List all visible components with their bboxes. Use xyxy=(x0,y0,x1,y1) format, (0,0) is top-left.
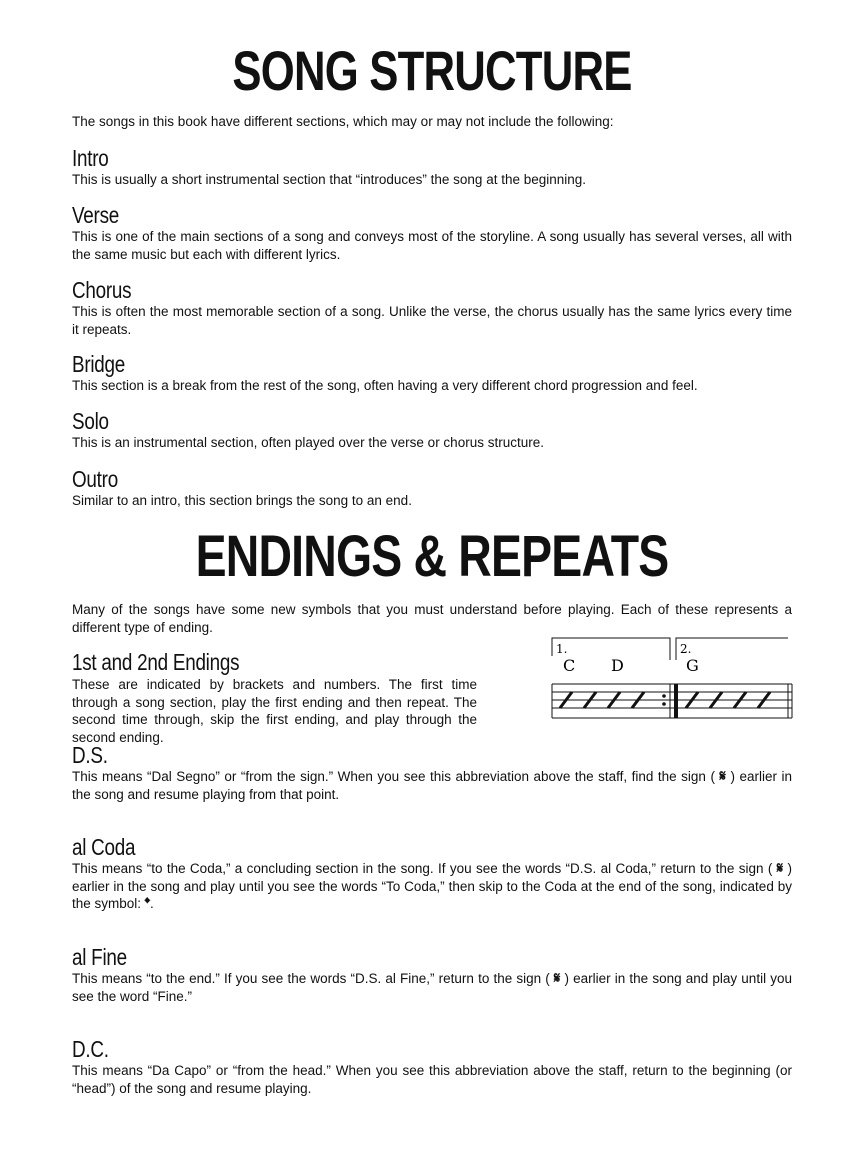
dc-text: This means “Da Capo” or “from the head.” When you see this abbreviation above the staff, return to the beginning (or “head”) of the song and resume playing. xyxy=(72,1063,792,1096)
endings-repeats-title: ENDINGS & REPEATS xyxy=(195,524,669,589)
chord-d: D xyxy=(611,656,624,675)
al-coda-heading: al Coda xyxy=(72,834,136,860)
second-ending-number: 2. xyxy=(680,642,692,656)
first-second-endings-heading: 1st and 2nd Endings xyxy=(72,649,240,675)
segno-icon: 𝄋 xyxy=(553,969,561,987)
chord-c: C xyxy=(563,656,576,675)
bridge-heading: Bridge xyxy=(72,351,126,377)
ds-text-b: ) earlier in the song and resume playing from that point. xyxy=(72,769,792,802)
intro-text: This is usually a short instrumental section that “introduces” the song at the beginning. xyxy=(72,172,587,187)
chorus-text: This is often the most memorable section of a song. Unlike the verse, the chorus usually has the same lyrics every time it repeats. xyxy=(72,304,792,337)
al-fine-text xyxy=(72,970,792,1005)
first-second-endings-text: These are indicated by brackets and numbers. The first time through a song section, play the first ending and then repeat. The second time through, skip the first ending, and play through the second ending. xyxy=(72,677,477,745)
verse-heading: Verse xyxy=(72,202,120,228)
al-coda-text-c: . xyxy=(149,896,154,911)
al-coda-text-b: ) earlier in the song and play until you see the words “To Coda,” then skip to the Coda at the end of the song, indicated by the symbol: xyxy=(72,861,792,911)
repeat-dot-lower xyxy=(662,702,666,706)
endings-staff-notation xyxy=(548,632,798,724)
al-fine-text-a: This means “to the end.” If you see the words “D.S. al Fine,” return to the sign ( xyxy=(72,971,550,986)
song-structure-title: SONG STRUCTURE xyxy=(232,39,632,102)
segno-icon: 𝄋 xyxy=(719,767,726,785)
al-coda-text-a: This means “to the Coda,” a concluding section in the song. If you see the words “D.S. al Coda,” return to the sign ( xyxy=(72,861,773,876)
coda-icon: 𝄌 xyxy=(144,894,150,912)
verse-text: This is one of the main sections of a song and conveys most of the storyline. A song usually has several verses, all with the same music but each with different lyrics. xyxy=(72,229,792,262)
first-ending-number: 1. xyxy=(556,642,568,656)
al-fine-text-b: ) earlier in the song and play until you see the word “Fine.” xyxy=(72,971,792,1004)
intro-heading: Intro xyxy=(72,145,109,171)
ds-text xyxy=(72,768,792,803)
bridge-text: This section is a break from the rest of the song, often having a very different chord progression and feel. xyxy=(72,378,698,393)
chorus-heading: Chorus xyxy=(72,277,132,303)
repeat-dot-upper xyxy=(662,694,666,698)
endings-intro: Many of the songs have some new symbols that you must understand before playing. Each of these represents a different type of ending. xyxy=(72,602,792,635)
al-coda-text xyxy=(72,860,792,913)
segno-icon: 𝄋 xyxy=(776,859,784,877)
outro-text: Similar to an intro, this section brings the song to an end. xyxy=(72,493,412,508)
solo-text: This is an instrumental section, often played over the verse or chorus structure. xyxy=(72,435,544,450)
outro-heading: Outro xyxy=(72,466,118,492)
song-structure-intro: The songs in this book have different sections, which may or may not include the following: xyxy=(72,114,614,129)
chord-g: G xyxy=(686,656,699,675)
ds-text-a: This means “Dal Segno” or “from the sign.” When you see this abbreviation above the staff, find the sign ( xyxy=(72,769,715,784)
solo-heading: Solo xyxy=(72,408,109,434)
ds-heading: D.S. xyxy=(72,742,108,768)
al-fine-heading: al Fine xyxy=(72,944,127,970)
dc-heading: D.C. xyxy=(72,1036,109,1062)
